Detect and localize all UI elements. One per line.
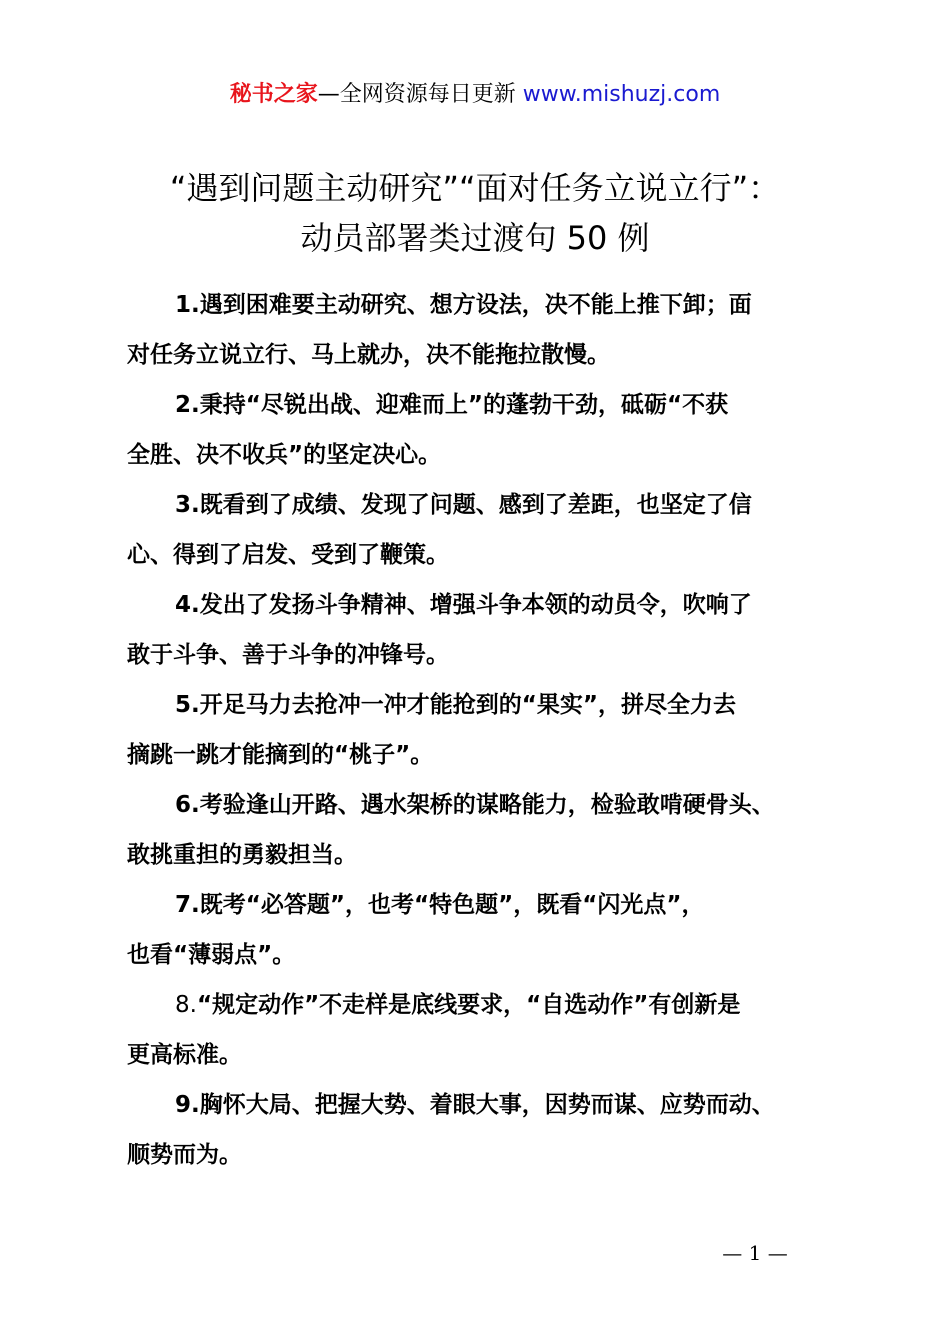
title-line-1: “遇到问题主动研究”“面对任务立说立行”： <box>169 169 781 207</box>
paragraph-6 <box>127 780 839 880</box>
header-slogan: —全网资源每日更新 <box>317 82 516 107</box>
paragraph-line <box>127 980 839 1030</box>
paragraph-3 <box>127 480 839 580</box>
brand-name: 秘书之家 <box>229 82 318 107</box>
paragraph-line: 4.发出了发扬斗争精神、增强斗争本领的动员令，吹响了 <box>175 592 752 618</box>
paragraph-line: 更高标准。 <box>127 1042 242 1068</box>
paragraph-line: 9.胸怀大局、把握大势、着眼大事，因势而谋、应势而动、 <box>175 1092 775 1118</box>
paragraph-line: 全胜、决不收兵”的坚定决心。 <box>127 442 442 468</box>
paragraph-2 <box>127 380 839 480</box>
document-title <box>60 163 890 263</box>
paragraph-8 <box>127 980 839 1080</box>
paragraph-line: 敢挑重担的勇毅担当。 <box>127 842 357 868</box>
site-url[interactable]: www.mishuzj.com <box>522 82 721 107</box>
site-header <box>0 78 950 112</box>
paragraph-line: 也看“薄弱点”。 <box>127 942 296 968</box>
paragraph-number: 8. <box>175 992 197 1018</box>
paragraph-line: 顺势而为。 <box>127 1142 242 1168</box>
paragraph-line: 3.既看到了成绩、发现了问题、感到了差距，也坚定了信 <box>175 492 752 518</box>
paragraph-line: 6.考验逢山开路、遇水架桥的谋略能力，检验敢啃硬骨头、 <box>175 792 775 818</box>
paragraph-line: 2.秉持“尽锐出战、迎难而上”的蓬勃干劲，砥砺“不获 <box>175 392 729 418</box>
document-body <box>127 280 839 1180</box>
paragraph-line: 1.遇到困难要主动研究、想方设法，决不能上推下卸；面 <box>175 292 752 318</box>
paragraph-4 <box>127 580 839 680</box>
paragraph-line: 心、得到了启发、受到了鞭策。 <box>127 542 449 568</box>
title-line-2: 动员部署类过渡句 50 例 <box>300 219 650 257</box>
paragraph-9 <box>127 1080 839 1180</box>
paragraph-line: 对任务立说立行、马上就办，决不能拖拉散慢。 <box>127 342 610 368</box>
paragraph-line: 7.既考“必答题”，也考“特色题”，既看“闪光点”， <box>175 892 705 918</box>
page-number: — 1 — <box>722 1241 788 1265</box>
paragraph-5 <box>127 680 839 780</box>
paragraph-7 <box>127 880 839 980</box>
paragraph-1 <box>127 280 839 380</box>
paragraph-line: 摘跳一跳才能摘到的“桃子”。 <box>127 742 434 768</box>
paragraph-text: “规定动作”不走样是底线要求，“自选动作”有创新是 <box>196 992 741 1018</box>
paragraph-line: 敢于斗争、善于斗争的冲锋号。 <box>127 642 449 668</box>
paragraph-line: 5.开足马力去抢冲一冲才能抢到的“果实”，拼尽全力去 <box>175 692 736 718</box>
